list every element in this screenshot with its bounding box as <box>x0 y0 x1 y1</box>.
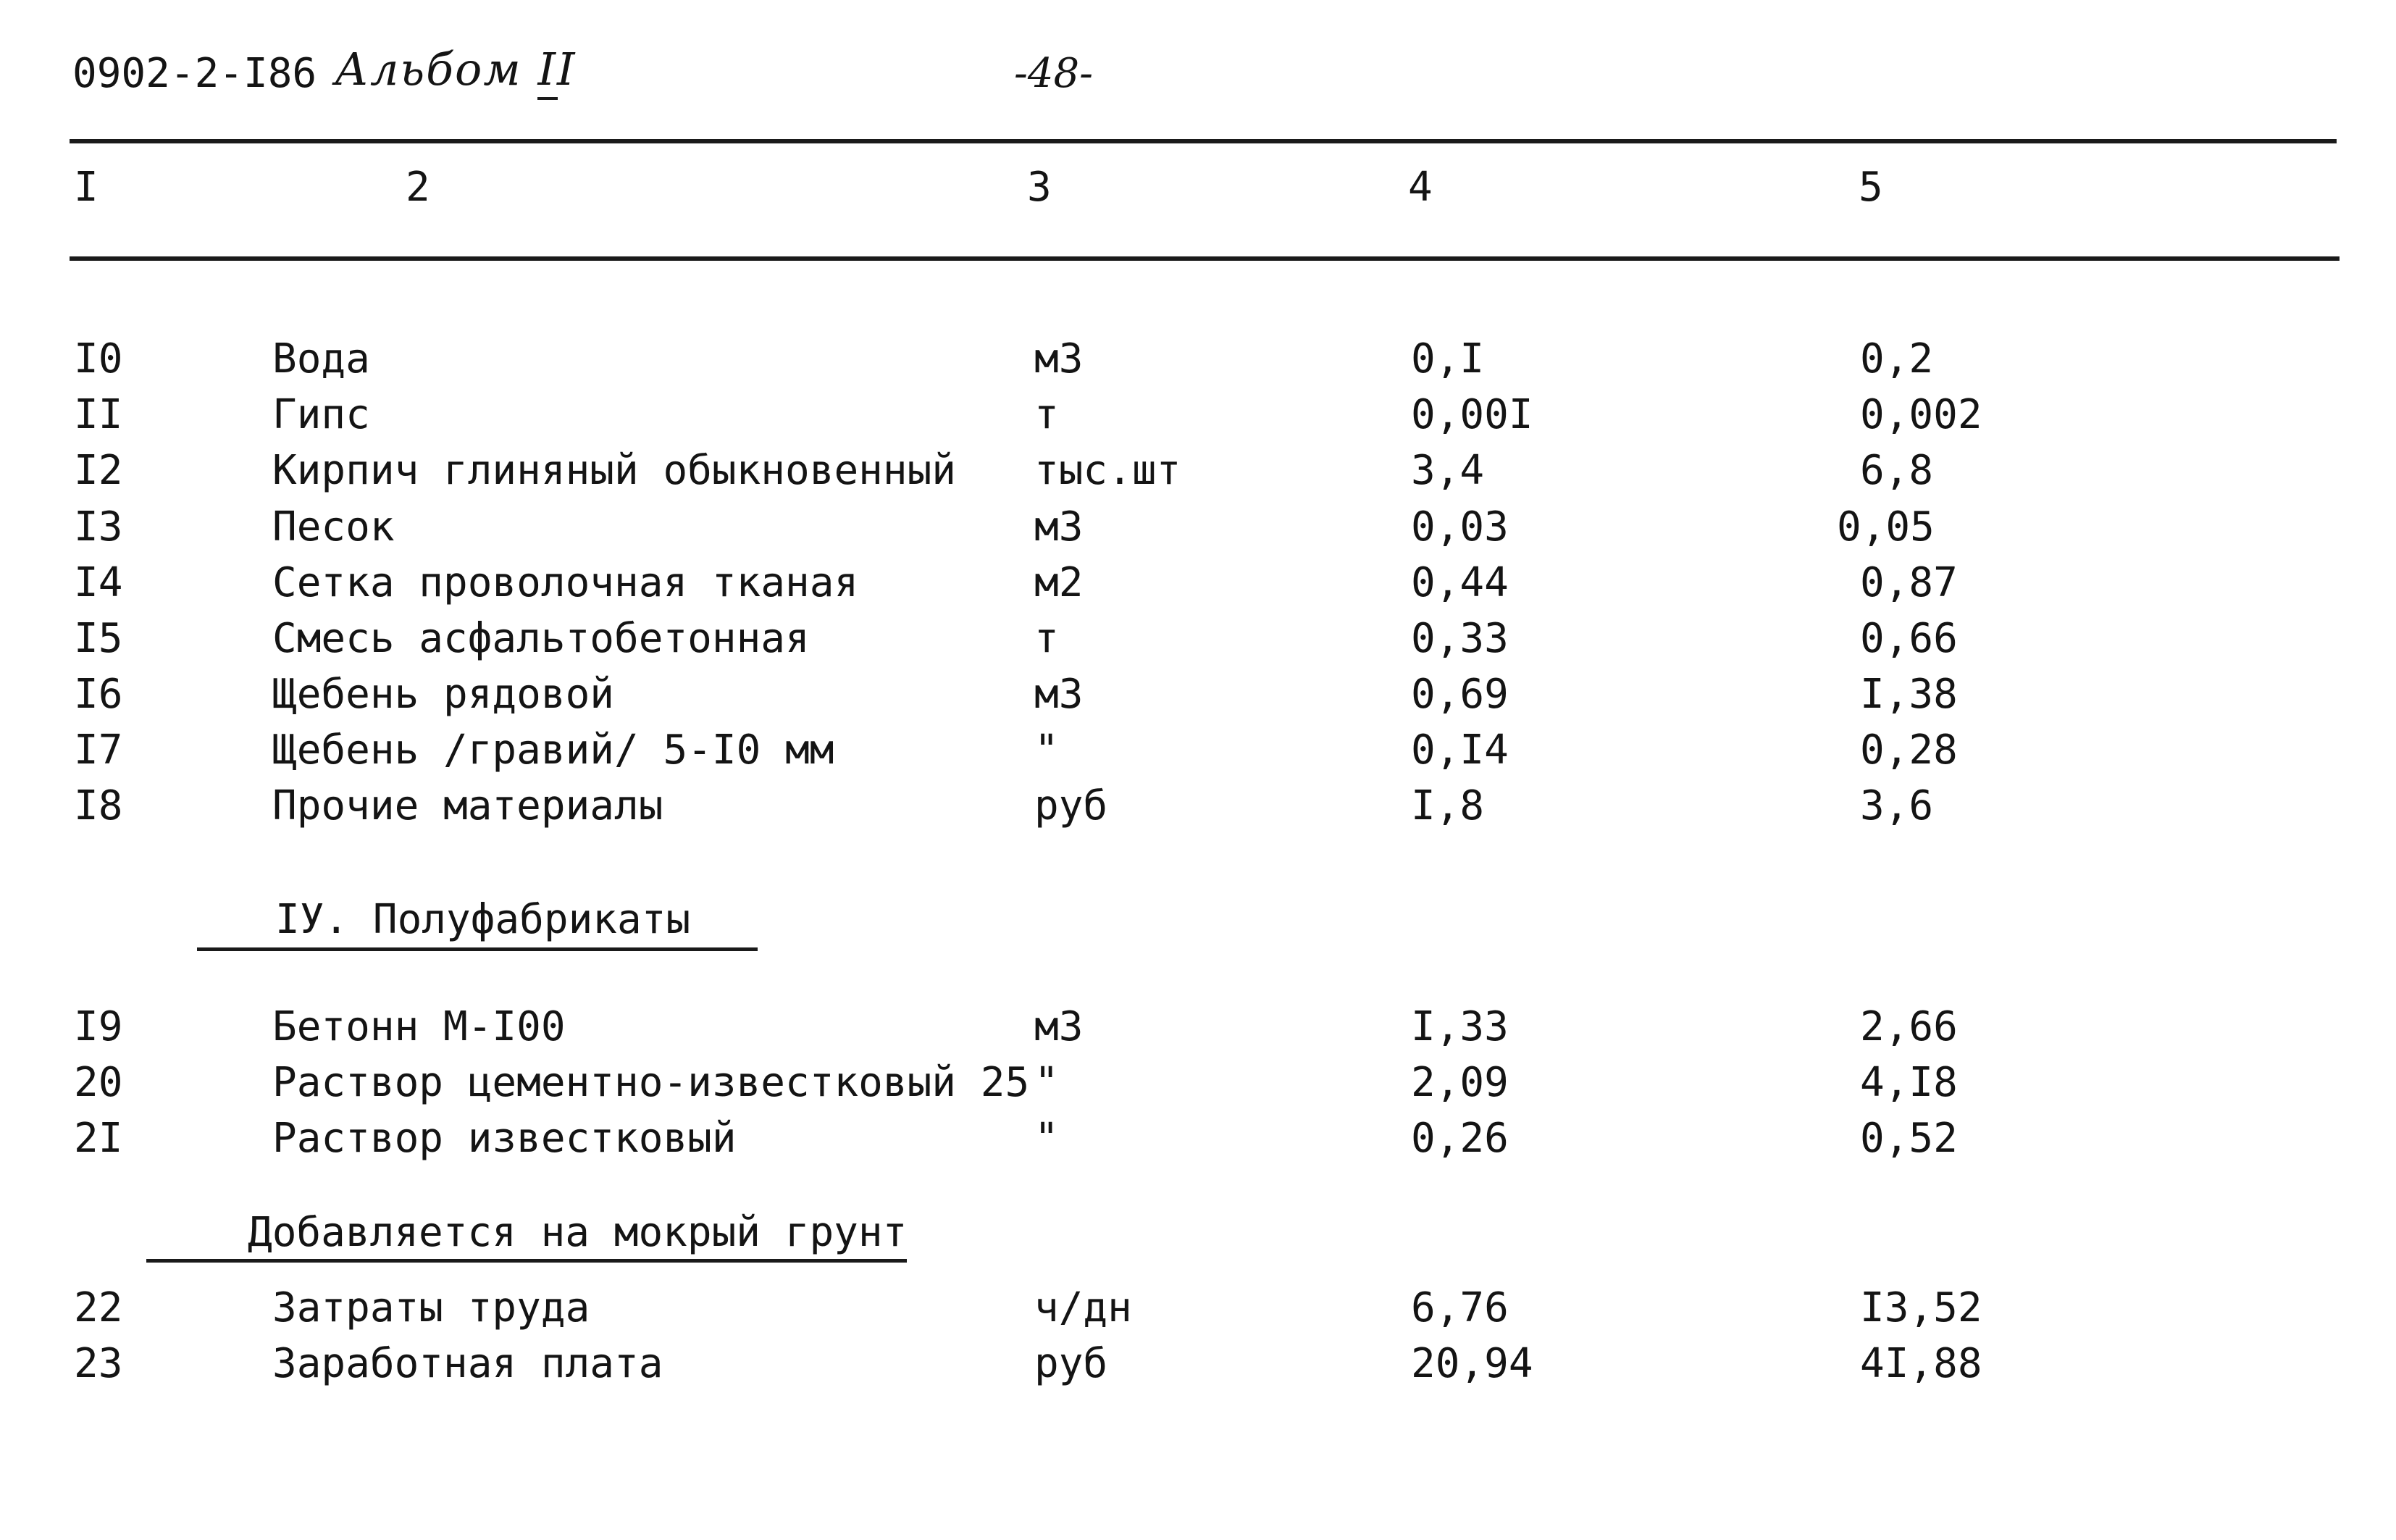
row-number: 20 <box>74 1059 123 1106</box>
row-value-4: 0,03 <box>1411 503 1509 551</box>
row-value-5: 3,6 <box>1860 782 1934 829</box>
column-header-5: 5 <box>1859 164 1883 211</box>
row-value-4: 3,4 <box>1411 447 1485 494</box>
row-number: II <box>74 391 123 438</box>
row-name: Кирпич глиняный обыкновенный <box>272 447 957 494</box>
row-value-4: 20,94 <box>1411 1340 1533 1387</box>
row-name: Затраты труда <box>272 1284 590 1331</box>
row-number: I8 <box>74 782 123 829</box>
column-header-2: 2 <box>406 164 430 211</box>
row-unit: ч/дн <box>1034 1284 1132 1331</box>
table-row <box>0 1111 2396 1166</box>
row-number: I3 <box>74 503 123 551</box>
row-value-5: 4I,88 <box>1860 1340 1982 1387</box>
row-number: I6 <box>74 671 123 718</box>
row-value-5: 0,28 <box>1860 727 1958 774</box>
row-name: Щебень /гравий/ 5-I0 мм <box>272 727 834 774</box>
row-unit: т <box>1034 391 1059 438</box>
row-number: I7 <box>74 727 123 774</box>
table-row <box>0 1000 2396 1055</box>
table-row <box>0 723 2396 778</box>
row-value-5: 0,52 <box>1860 1115 1958 1162</box>
row-number: I2 <box>74 447 123 494</box>
table-row <box>0 500 2396 555</box>
page-number: -48- <box>1014 50 1094 97</box>
table-row <box>0 332 2396 387</box>
row-value-5: 0,66 <box>1860 615 1958 662</box>
section-underline <box>146 1259 907 1263</box>
row-number: I4 <box>74 559 123 606</box>
row-unit: " <box>1034 727 1059 774</box>
section-heading-wet-ground: Добавляется на мокрый грунт <box>248 1209 908 1256</box>
row-unit: т <box>1034 615 1059 662</box>
row-name: Вода <box>272 335 370 382</box>
table-row <box>0 1281 2396 1336</box>
row-value-4: 0,I <box>1411 335 1485 382</box>
section-underline <box>197 947 758 951</box>
row-value-5: I3,52 <box>1860 1284 1982 1331</box>
row-unit: м3 <box>1034 503 1084 551</box>
row-value-5: 0,05 <box>1837 503 1935 551</box>
album-underline <box>537 97 558 100</box>
row-value-4: 6,76 <box>1411 1284 1509 1331</box>
row-value-4: 0,33 <box>1411 615 1509 662</box>
row-unit: руб <box>1034 1340 1108 1387</box>
row-name: Смесь асфальтобетонная <box>272 615 810 662</box>
table-row <box>0 667 2396 722</box>
row-value-5: I,38 <box>1860 671 1958 718</box>
row-value-4: 0,I4 <box>1411 727 1509 774</box>
row-value-4: 2,09 <box>1411 1059 1509 1106</box>
table-row <box>0 1336 2396 1392</box>
row-value-4: 0,26 <box>1411 1115 1509 1162</box>
column-header-4: 4 <box>1408 164 1433 211</box>
row-name: Сетка проволочная тканая <box>272 559 859 606</box>
table-row <box>0 779 2396 834</box>
row-unit: м3 <box>1034 335 1084 382</box>
row-name: Щебень рядовой <box>272 671 615 718</box>
row-value-5: 0,87 <box>1860 559 1958 606</box>
row-name: Раствор цементно-известковый 25 <box>272 1059 1030 1106</box>
row-value-5: 0,2 <box>1860 335 1934 382</box>
album-label: Альбом II <box>335 43 577 96</box>
row-number: I0 <box>74 335 123 382</box>
row-value-5: 6,8 <box>1860 447 1934 494</box>
row-name: Гипс <box>272 391 370 438</box>
row-unit: м2 <box>1034 559 1084 606</box>
row-name: Прочие материалы <box>272 782 663 829</box>
row-value-4: I,33 <box>1411 1003 1509 1050</box>
row-name: Бетонн М-I00 <box>272 1003 566 1050</box>
row-unit: тыс.шт <box>1034 447 1181 494</box>
row-number: 22 <box>74 1284 123 1331</box>
row-value-4: 0,69 <box>1411 671 1509 718</box>
row-name: Заработная плата <box>272 1340 663 1387</box>
table-top-rule <box>70 139 2337 143</box>
row-value-5: 0,002 <box>1860 391 1982 438</box>
row-number: 23 <box>74 1340 123 1387</box>
row-name: Раствор известковый <box>272 1115 737 1162</box>
row-value-4: 0,00I <box>1411 391 1533 438</box>
table-row <box>0 388 2396 443</box>
row-number: 2I <box>74 1115 123 1162</box>
row-unit: м3 <box>1034 671 1084 718</box>
column-header-3: 3 <box>1027 164 1052 211</box>
row-value-5: 4,I8 <box>1860 1059 1958 1106</box>
header-bottom-rule <box>70 256 2340 261</box>
table-row <box>0 443 2396 498</box>
table-row <box>0 1055 2396 1110</box>
table-row <box>0 556 2396 611</box>
row-unit: руб <box>1034 782 1108 829</box>
row-unit: " <box>1034 1059 1059 1106</box>
row-value-5: 2,66 <box>1860 1003 1958 1050</box>
row-number: I5 <box>74 615 123 662</box>
row-unit: " <box>1034 1115 1059 1162</box>
column-header-1: I <box>74 164 99 211</box>
row-value-4: I,8 <box>1411 782 1485 829</box>
row-unit: м3 <box>1034 1003 1084 1050</box>
section-heading-semi-products: IУ. Полуфабрикаты <box>275 896 691 943</box>
row-number: I9 <box>74 1003 123 1050</box>
row-name: Песок <box>272 503 395 551</box>
row-value-4: 0,44 <box>1411 559 1509 606</box>
table-row <box>0 611 2396 666</box>
document-code: 0902-2-I86 <box>72 50 317 97</box>
